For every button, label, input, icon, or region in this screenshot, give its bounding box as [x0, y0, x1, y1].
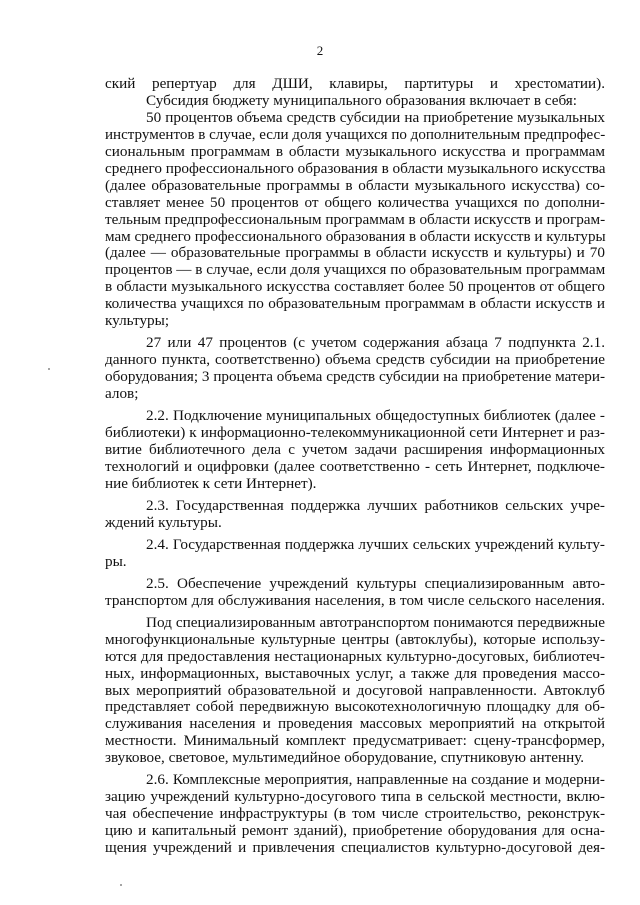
text-line: в области музыкального искусства составляет более 50 процентов от общего — [105, 278, 605, 296]
text-line: 2.4. Государственная поддержка лучших сельских учреждений культу- — [146, 535, 605, 553]
text-line: витие библиотечного дела с учетом задачи расширения информационных — [105, 440, 605, 458]
text-line: представляет собой передвижную высокотехнологичную площадку для об- — [105, 698, 605, 716]
text-line: зацию учреждений культурно-досугового типа в сельской местности, вклю- — [105, 788, 605, 806]
text-line: 2.5. Обеспечение учреждений культуры специализированным авто- — [146, 574, 605, 592]
text-line: Под специализированным автотранспортом понимаются передвижные — [146, 613, 605, 631]
text-line: Субсидия бюджету муниципального образования включает в себя: — [146, 91, 578, 109]
text-line: цию и капитальный ремонт зданий), приобретение оборудования для осна- — [105, 822, 605, 840]
text-line: библиотеки) к информационно-телекоммуникационной сети Интернет и раз- — [105, 424, 605, 441]
text-line: ных, информационных, выставочных услуг, а также для проведения массо- — [105, 664, 605, 682]
text-line: транспортом для обслуживания населения, в том числе сельского населения. — [105, 591, 605, 609]
scan-speck — [48, 368, 50, 370]
text-line: 2.3. Государственная поддержка лучших работников сельских учре- — [146, 496, 605, 514]
text-line: ются для предоставления нестационарных культурно-досуговых, библиотеч- — [105, 647, 605, 665]
text-line: технологий и оцифровки (далее соответственно - сеть Интернет, подключе- — [105, 457, 605, 475]
text-line: среднего профессионального образования в области музыкального искусства — [105, 159, 606, 177]
text-line: процентов — в случае, если доля учащихся по образовательным программам — [105, 261, 606, 279]
text-line: 27 или 47 процентов (с учетом содержания абзаца 7 подпункта 2.1. — [146, 334, 605, 352]
text-line: щения учреждений и привлечения специалистов культурно-досуговой дея- — [105, 839, 605, 856]
text-line: инструментов в случае, если доля учащихся по дополнительным предпрофес- — [105, 126, 606, 143]
text-line: ры. — [105, 552, 127, 570]
text-line: служивания населения и проведения массовых мероприятий на открытой — [105, 715, 605, 733]
text-line: оборудования; 3 процента объема средств субсидии на приобретение матери- — [105, 369, 605, 386]
text-line: ждений культуры. — [105, 513, 222, 531]
text-line: данного пункта, соответственно) объема средств субсидии на приобретение — [105, 351, 605, 369]
text-line: ский репертуар для ДШИ, клавиры, партитуры и хрестоматии). — [105, 75, 605, 92]
scan-speck — [120, 884, 122, 886]
text-line: культуры; — [105, 312, 170, 330]
text-line: 2.2. Подключение муниципальных общедоступных библиотек (далее - — [146, 407, 605, 424]
text-line: количества учащихся по образовательным программам в области искусств и — [105, 295, 605, 313]
text-line: ние библиотек к сети Интернет). — [105, 474, 317, 492]
text-line: алов; — [105, 385, 139, 402]
text-line: вых мероприятий образовательной и досуговой направленности. Автоклуб — [105, 681, 605, 699]
text-line: многофункциональные культурные центры (автоклубы), которые использу- — [105, 630, 605, 648]
text-line: тельным предпрофессиональным программам в области искусств и програм- — [105, 210, 606, 228]
page-number: 2 — [316, 43, 324, 58]
text-line: 2.6. Комплексные мероприятия, направленные на создание и модерни- — [146, 771, 605, 789]
text-line: (далее — образовательные программы в области искусств и культуры) и 70 — [105, 244, 605, 262]
text-line: чая обеспечение инфраструктуры (в том числе строительство, реконструк- — [105, 805, 605, 823]
text-line: сиональным программам в области музыкального искусства и программам — [105, 142, 605, 160]
text-line: мам среднего профессионального образования в области искусств и культуры — [105, 228, 606, 245]
text-line: звуковое, световое, мультимедийное оборудование, спутниковую антенну. — [105, 749, 585, 767]
text-line: местности. Минимальный комплект предусматривает: сцену-трансформер, — [105, 732, 605, 750]
text-line: (далее образовательные программы в области музыкального искусства) со- — [105, 176, 605, 194]
text-line: 50 процентов объема средств субсидии на приобретение музыкальных — [146, 108, 605, 126]
text-line: ставляет менее 50 процентов от общего количества учащихся по дополни- — [105, 193, 605, 211]
